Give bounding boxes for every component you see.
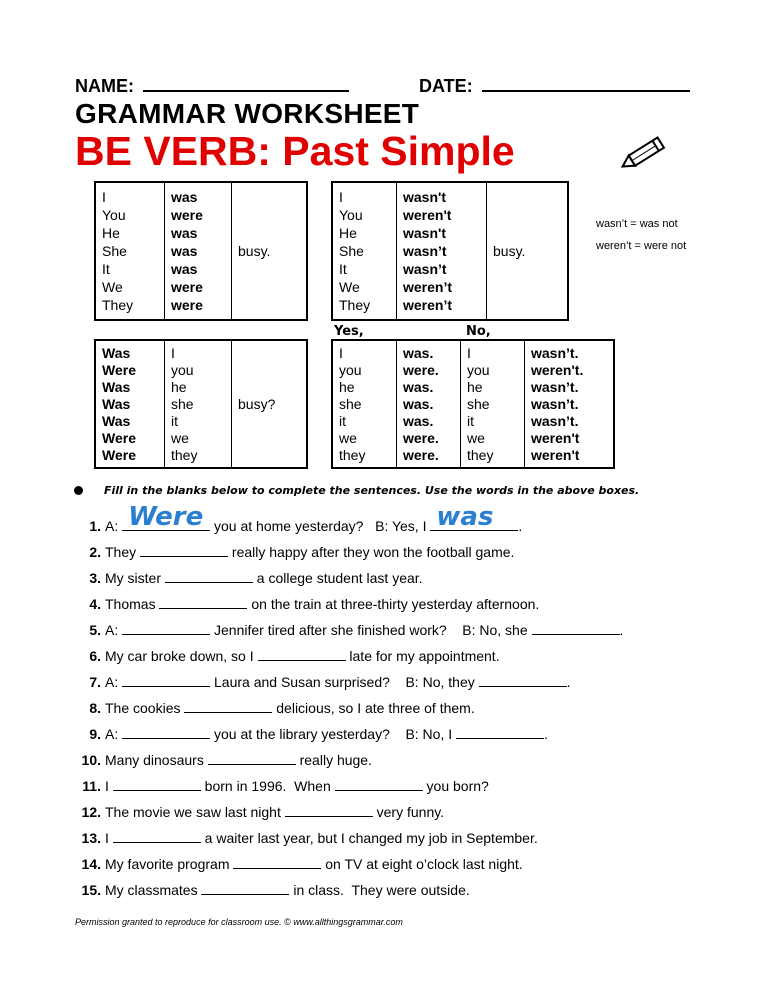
question-text: delicious, so I ate three of them.: [272, 700, 475, 716]
pencil-icon: [616, 132, 676, 179]
question-item: [76, 726, 548, 742]
question-pronouns: I you he she it we they: [171, 344, 198, 463]
question-text: .: [566, 674, 571, 690]
no-pronouns: I you he she it we they: [467, 344, 494, 463]
question-text: Jennifer tired after she finished work? B: No, she: [210, 622, 532, 638]
footer-permission: Permission granted to reproduce for classroom use. © www.allthingsgrammar.com: [75, 917, 403, 927]
question-item: [76, 622, 623, 638]
note-wasnt: wasn’t = was not: [596, 218, 678, 230]
answer-blank[interactable]: [479, 674, 567, 687]
question-table: [94, 339, 308, 469]
answer-blank[interactable]: [184, 700, 272, 713]
instructions: Fill in the blanks below to complete the sentences. Use the words in the above boxes.: [104, 484, 640, 497]
affirmative-verbs: was were was was was were were: [171, 189, 203, 313]
question-text: really huge.: [295, 752, 372, 768]
question-text: The cookies: [105, 700, 185, 716]
question-text: .: [619, 622, 624, 638]
question-number: 5.: [89, 622, 101, 638]
question-verbs: Was Were Was Was Was Were Were: [102, 344, 136, 463]
question-text: A:: [105, 518, 123, 534]
answer-blank[interactable]: [165, 570, 253, 583]
question-text: in class. They were outside.: [289, 882, 470, 898]
question-number: 3.: [89, 570, 101, 586]
bullet-icon: [74, 486, 83, 495]
question-text: The movie we saw last night: [105, 804, 285, 820]
name-label: NAME:: [75, 76, 134, 96]
question-number: 15.: [81, 882, 101, 898]
answer-blank[interactable]: [140, 544, 228, 557]
question-item: [76, 700, 475, 716]
question-number: 2.: [89, 544, 101, 560]
affirmative-adjective: busy.: [238, 243, 271, 259]
answer-blank[interactable]: [122, 726, 210, 739]
answer-blank[interactable]: [532, 622, 620, 635]
question-text: .: [518, 518, 523, 534]
question-number: 11.: [82, 778, 101, 794]
handwritten-answer: Were: [128, 502, 204, 532]
answer-blank[interactable]: [258, 648, 346, 661]
answer-blank[interactable]: [208, 752, 296, 765]
question-number: 1.: [89, 518, 101, 534]
question-text: A:: [105, 622, 123, 638]
question-text: Thomas: [105, 596, 160, 612]
answer-blank[interactable]: [456, 726, 544, 739]
question-number: 4.: [89, 596, 101, 612]
note-werent: weren’t = were not: [596, 240, 687, 252]
answer-blank[interactable]: [159, 596, 247, 609]
question-number: 12.: [81, 804, 101, 820]
negative-verbs: wasn't weren't wasn't wasn’t wasn’t weren’t weren’t: [403, 189, 453, 313]
question-text: They: [105, 544, 141, 560]
negative-table: [331, 181, 569, 321]
question-item: [76, 752, 372, 768]
question-number: 14.: [81, 856, 101, 872]
question-text: A:: [105, 726, 123, 742]
date-field[interactable]: [482, 74, 690, 92]
yes-label: Yes,: [334, 324, 364, 339]
affirmative-table: [94, 181, 308, 321]
date-row: [419, 74, 690, 97]
yes-verbs: was. were. was. was. was. were. were.: [403, 344, 439, 463]
question-number: 8.: [89, 700, 101, 716]
answer-blank[interactable]: [122, 674, 210, 687]
question-adjective: busy?: [238, 396, 276, 412]
name-row: [75, 74, 349, 97]
answer-blank[interactable]: [430, 502, 518, 532]
question-item: [76, 882, 470, 898]
negative-pronouns: I You He She It We They: [339, 189, 371, 313]
question-text: born in 1996. When: [200, 778, 335, 794]
page-title: GRAMMAR WORKSHEET: [75, 98, 420, 129]
yes-pronouns: I you he she it we they: [339, 344, 366, 463]
question-item: [76, 830, 538, 846]
answer-blank[interactable]: [201, 882, 289, 895]
question-text: you born?: [422, 778, 489, 794]
question-number: 13.: [81, 830, 101, 846]
name-field[interactable]: [143, 74, 349, 92]
question-text: My classmates: [105, 882, 202, 898]
answer-blank[interactable]: [122, 502, 210, 532]
question-text: Laura and Susan surprised? B: No, they: [210, 674, 479, 690]
question-number: 9.: [89, 726, 101, 742]
question-text: you at the library yesterday? B: No, I: [210, 726, 457, 742]
question-text: My sister: [105, 570, 165, 586]
short-answers-table: [331, 339, 615, 469]
question-item: [76, 502, 523, 534]
negative-adjective: busy.: [493, 243, 526, 259]
question-item: [76, 648, 500, 664]
question-text: My car broke down, so I: [105, 648, 258, 664]
question-item: [76, 544, 514, 560]
question-number: 10.: [81, 752, 101, 768]
question-text: on the train at three-thirty yesterday afternoon.: [247, 596, 540, 612]
no-label: No,: [466, 324, 491, 339]
question-text: a college student last year.: [252, 570, 423, 586]
question-text: late for my appointment.: [345, 648, 500, 664]
question-item: [76, 570, 423, 586]
question-number: 7.: [89, 674, 101, 690]
no-verbs: wasn’t. weren't. wasn’t. wasn’t. wasn’t. weren't weren't: [531, 344, 584, 463]
question-text: Many dinosaurs: [105, 752, 208, 768]
answer-blank[interactable]: [335, 778, 423, 791]
question-text: very funny.: [372, 804, 445, 820]
page-subtitle: BE VERB: Past Simple: [75, 128, 515, 174]
question-text: a waiter last year, but I changed my job in September.: [200, 830, 538, 846]
question-text: I: [105, 830, 113, 846]
question-text: My favorite program: [105, 856, 234, 872]
question-text: really happy after they won the football game.: [228, 544, 515, 560]
affirmative-pronouns: I You He She It We They: [102, 189, 134, 313]
handwritten-answer: was: [436, 502, 494, 532]
question-text: you at home yesterday? B: Yes, I: [210, 518, 431, 534]
question-item: [76, 778, 489, 794]
question-text: on TV at eight o’clock last night.: [321, 856, 523, 872]
answer-blank[interactable]: [233, 856, 321, 869]
date-label: DATE:: [419, 76, 473, 96]
answer-blank[interactable]: [113, 830, 201, 843]
question-text: I: [105, 778, 113, 794]
question-text: .: [544, 726, 548, 742]
answer-blank[interactable]: [122, 622, 210, 635]
question-number: 6.: [89, 648, 101, 664]
answer-blank[interactable]: [285, 804, 373, 817]
question-item: [76, 596, 539, 612]
question-item: [76, 856, 523, 872]
question-item: [76, 674, 571, 690]
question-text: A:: [105, 674, 123, 690]
question-item: [76, 804, 444, 820]
answer-blank[interactable]: [113, 778, 201, 791]
